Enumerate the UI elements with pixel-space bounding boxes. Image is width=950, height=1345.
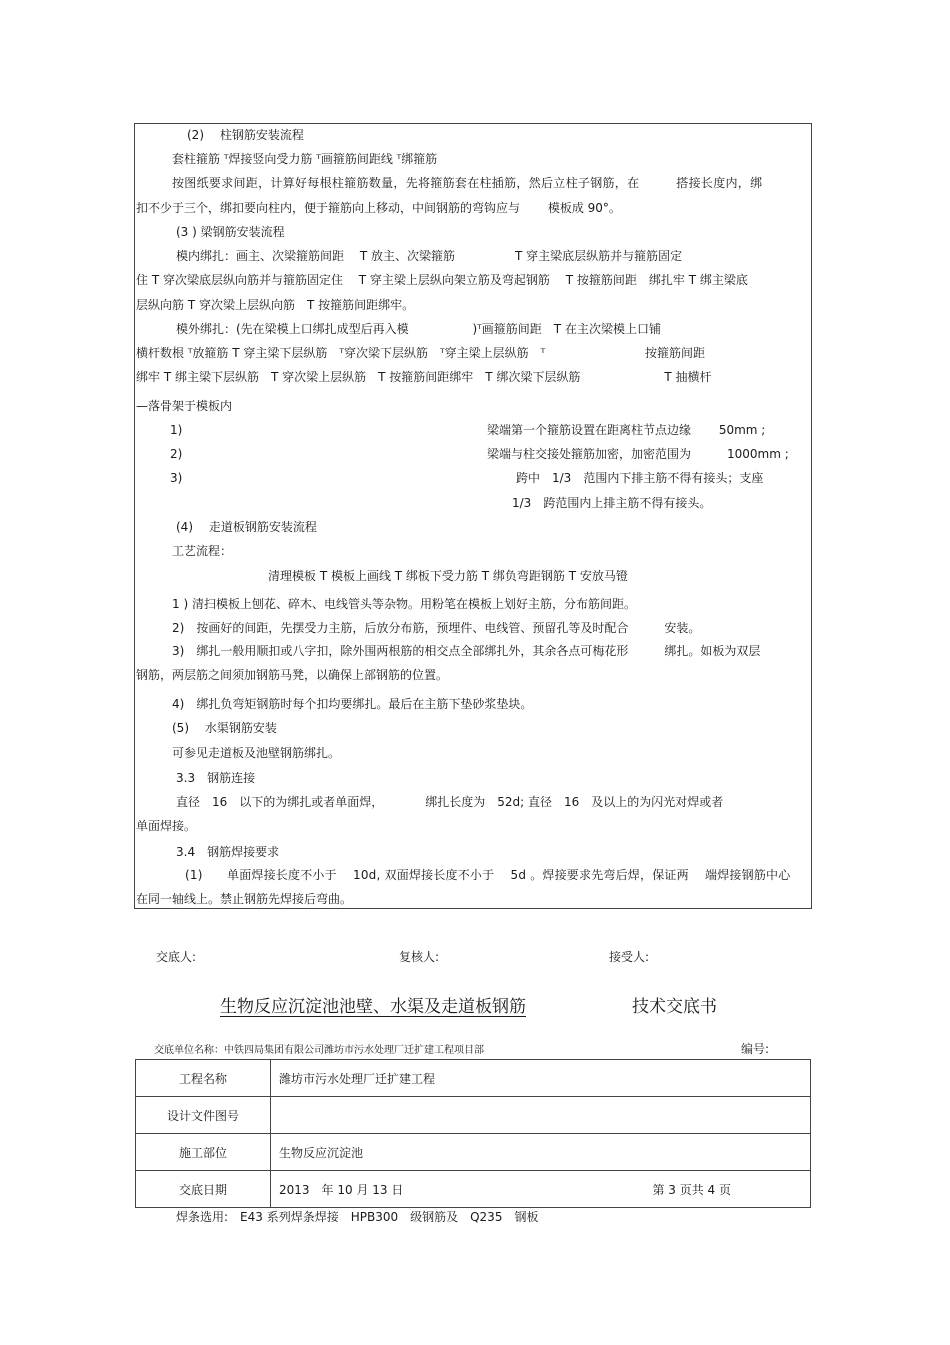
- process-label: 工艺流程：: [172, 544, 233, 558]
- issuing-unit: 交底单位名称：中铁四局集团有限公司潍坊市污水处理厂迁扩建工程项目部: [154, 1045, 484, 1056]
- paragraph-line: 可参见走道板及池壁钢筋绑扎。: [172, 746, 341, 760]
- title-main: 生物反应沉淀池池壁、水渠及走道板钢筋: [220, 997, 526, 1017]
- paragraph-line: 钢筋，两层筋之间须加钢筋马凳，以确保上部钢筋的位置。: [136, 668, 449, 682]
- process-flow: 清理模板 T 模板上画线 T 绑板下受力筋 T 绑负弯距钢筋 T 安放马镫: [268, 569, 628, 583]
- note-number: 3): [170, 471, 183, 485]
- handover-date-cell: [271, 1171, 811, 1208]
- paragraph-line: 横杆数根 ᵀ放箍筋 T 穿主梁下层纵筋 ᵀ穿次梁下层纵筋 ᵀ穿主梁上层纵筋 ᵀ 按箍筋间距: [136, 346, 706, 360]
- paragraph-line: 住 T 穿次梁底层纵向筋并与箍筋固定住 T 穿主梁上层纵向架立筋及弯起钢筋 T 按箍筋间距 绑扎牢 T 绑主梁底: [136, 273, 748, 287]
- handover-date-label: 交底日期: [136, 1171, 271, 1208]
- note-text: 梁端与柱交接处箍筋加密，加密范围为 1000mm ;: [487, 447, 789, 461]
- table-row: [136, 1171, 811, 1208]
- paragraph-line: 直径 16 以下的为绑扎或者单面焊， 绑扎长度为 52d; 直径 16 及以上的为闪光对焊或者: [176, 795, 724, 809]
- column-flow: 套柱箍筋 ᵀ焊接竖向受力筋 ᵀ画箍筋间距线 ᵀ绑箍筋: [172, 152, 438, 166]
- step-item: 1 ) 清扫模板上刨花、碎木、电线管头等杂物。用粉笔在模板上划好主筋，分布筋间距。: [172, 597, 636, 611]
- signature-receiver: 接受人:: [609, 950, 650, 964]
- page-number: 第 3 页共 4 页: [652, 1182, 731, 1197]
- paragraph-line: 层纵向筋 T 穿次梁上层纵向筋 T 按箍筋间距绑牢。: [136, 298, 415, 312]
- table-row: [136, 1097, 811, 1134]
- paragraph-line: 扣不少于三个，绑扣要向柱内，便于箍筋向上移动，中间钢筋的弯钩应与 模板成 90°。: [136, 201, 621, 215]
- construction-part-label: 施工部位: [136, 1134, 271, 1171]
- paragraph-line: (1) 单面焊接长度不小于 10d, 双面焊接长度不小于 5d 。焊接要求先弯后焊，保证两 端焊接钢筋中心: [185, 868, 791, 882]
- info-table: [135, 1059, 811, 1208]
- note-text: 1/3 跨范围内上排主筋不得有接头。: [512, 496, 712, 510]
- construction-part-value: 生物反应沉淀池: [271, 1134, 811, 1171]
- note-number: 2): [170, 447, 183, 461]
- section-walkway-rebar: (4) 走道板钢筋安装流程: [176, 520, 317, 534]
- table-row: [136, 1060, 811, 1097]
- section-rebar-connection: 3.3 钢筋连接: [176, 771, 256, 785]
- paragraph-line: 单面焊接。: [136, 819, 197, 833]
- step-item: 2) 按画好的间距，先摆受力主筋，后放分布筋，预埋件、电线管、预留孔等及时配合 安装。: [172, 621, 701, 635]
- paragraph-line: 模外绑扎：(先在梁模上口绑扎成型后再入模 )ᵀ画箍筋间距 T 在主次梁模上口铺: [176, 322, 661, 336]
- welding-rod-selection: 焊条选用: E43 系列焊条焊接 HPB300 级钢筋及 Q235 钢板: [176, 1210, 539, 1224]
- table-row: [136, 1134, 811, 1171]
- paragraph-line: 按图纸要求间距，计算好每根柱箍筋数量，先将箍筋套在柱插筋，然后立柱子钢筋，在 搭接长度内，绑: [172, 176, 763, 190]
- note-number: 1): [170, 423, 183, 437]
- step-item: 4) 绑扎负弯矩钢筋时每个扣均要绑扎。最后在主筋下垫砂浆垫块。: [172, 697, 533, 711]
- serial-number-label: 编号:: [741, 1042, 770, 1056]
- project-name-value: 潍坊市污水处理厂迁扩建工程: [271, 1060, 811, 1097]
- section-column-rebar: (2) 柱钢筋安装流程: [187, 128, 304, 142]
- paragraph-line: 模内绑扎：画主、次梁箍筋间距 T 放主、次梁箍筋 T 穿主梁底层纵筋并与箍筋固定: [176, 249, 683, 263]
- step-item: 3) 绑扎一般用顺扣或八字扣，除外围两根筋的相交点全部绑扎外，其余各点可梅花形 绑扎。如板为双层: [172, 644, 761, 658]
- section-welding-requirements: 3.4 钢筋焊接要求: [176, 845, 280, 859]
- title-suffix: 技术交底书: [632, 997, 717, 1017]
- content-frame: [134, 123, 812, 909]
- paragraph-line: 在同一轴线上。禁止钢筋先焊接后弯曲。: [136, 892, 353, 906]
- signature-handover: 交底人:: [156, 950, 197, 964]
- note-text: 跨中 1/3 范围内下排主筋不得有接头；支座: [516, 471, 764, 485]
- handover-date-value: 2013 年 10 月 13 日: [279, 1182, 404, 1197]
- section-channel-rebar: (5) 水渠钢筋安装: [172, 721, 277, 735]
- signature-reviewer: 复核人:: [399, 950, 440, 964]
- project-name-label: 工程名称: [136, 1060, 271, 1097]
- drawing-number-label: 设计文件图号: [136, 1097, 271, 1134]
- paragraph-line: 绑牢 T 绑主梁下层纵筋 T 穿次梁上层纵筋 T 按箍筋间距绑牢 T 绑次梁下层纵筋 T 抽横杆: [136, 370, 712, 384]
- section-beam-rebar: (3 ) 梁钢筋安装流程: [176, 225, 285, 239]
- drawing-number-value: [271, 1097, 811, 1134]
- paragraph-line: —落骨架于模板内: [136, 399, 233, 413]
- note-text: 梁端第一个箍筋设置在距离柱节点边缘 50mm ;: [487, 423, 766, 437]
